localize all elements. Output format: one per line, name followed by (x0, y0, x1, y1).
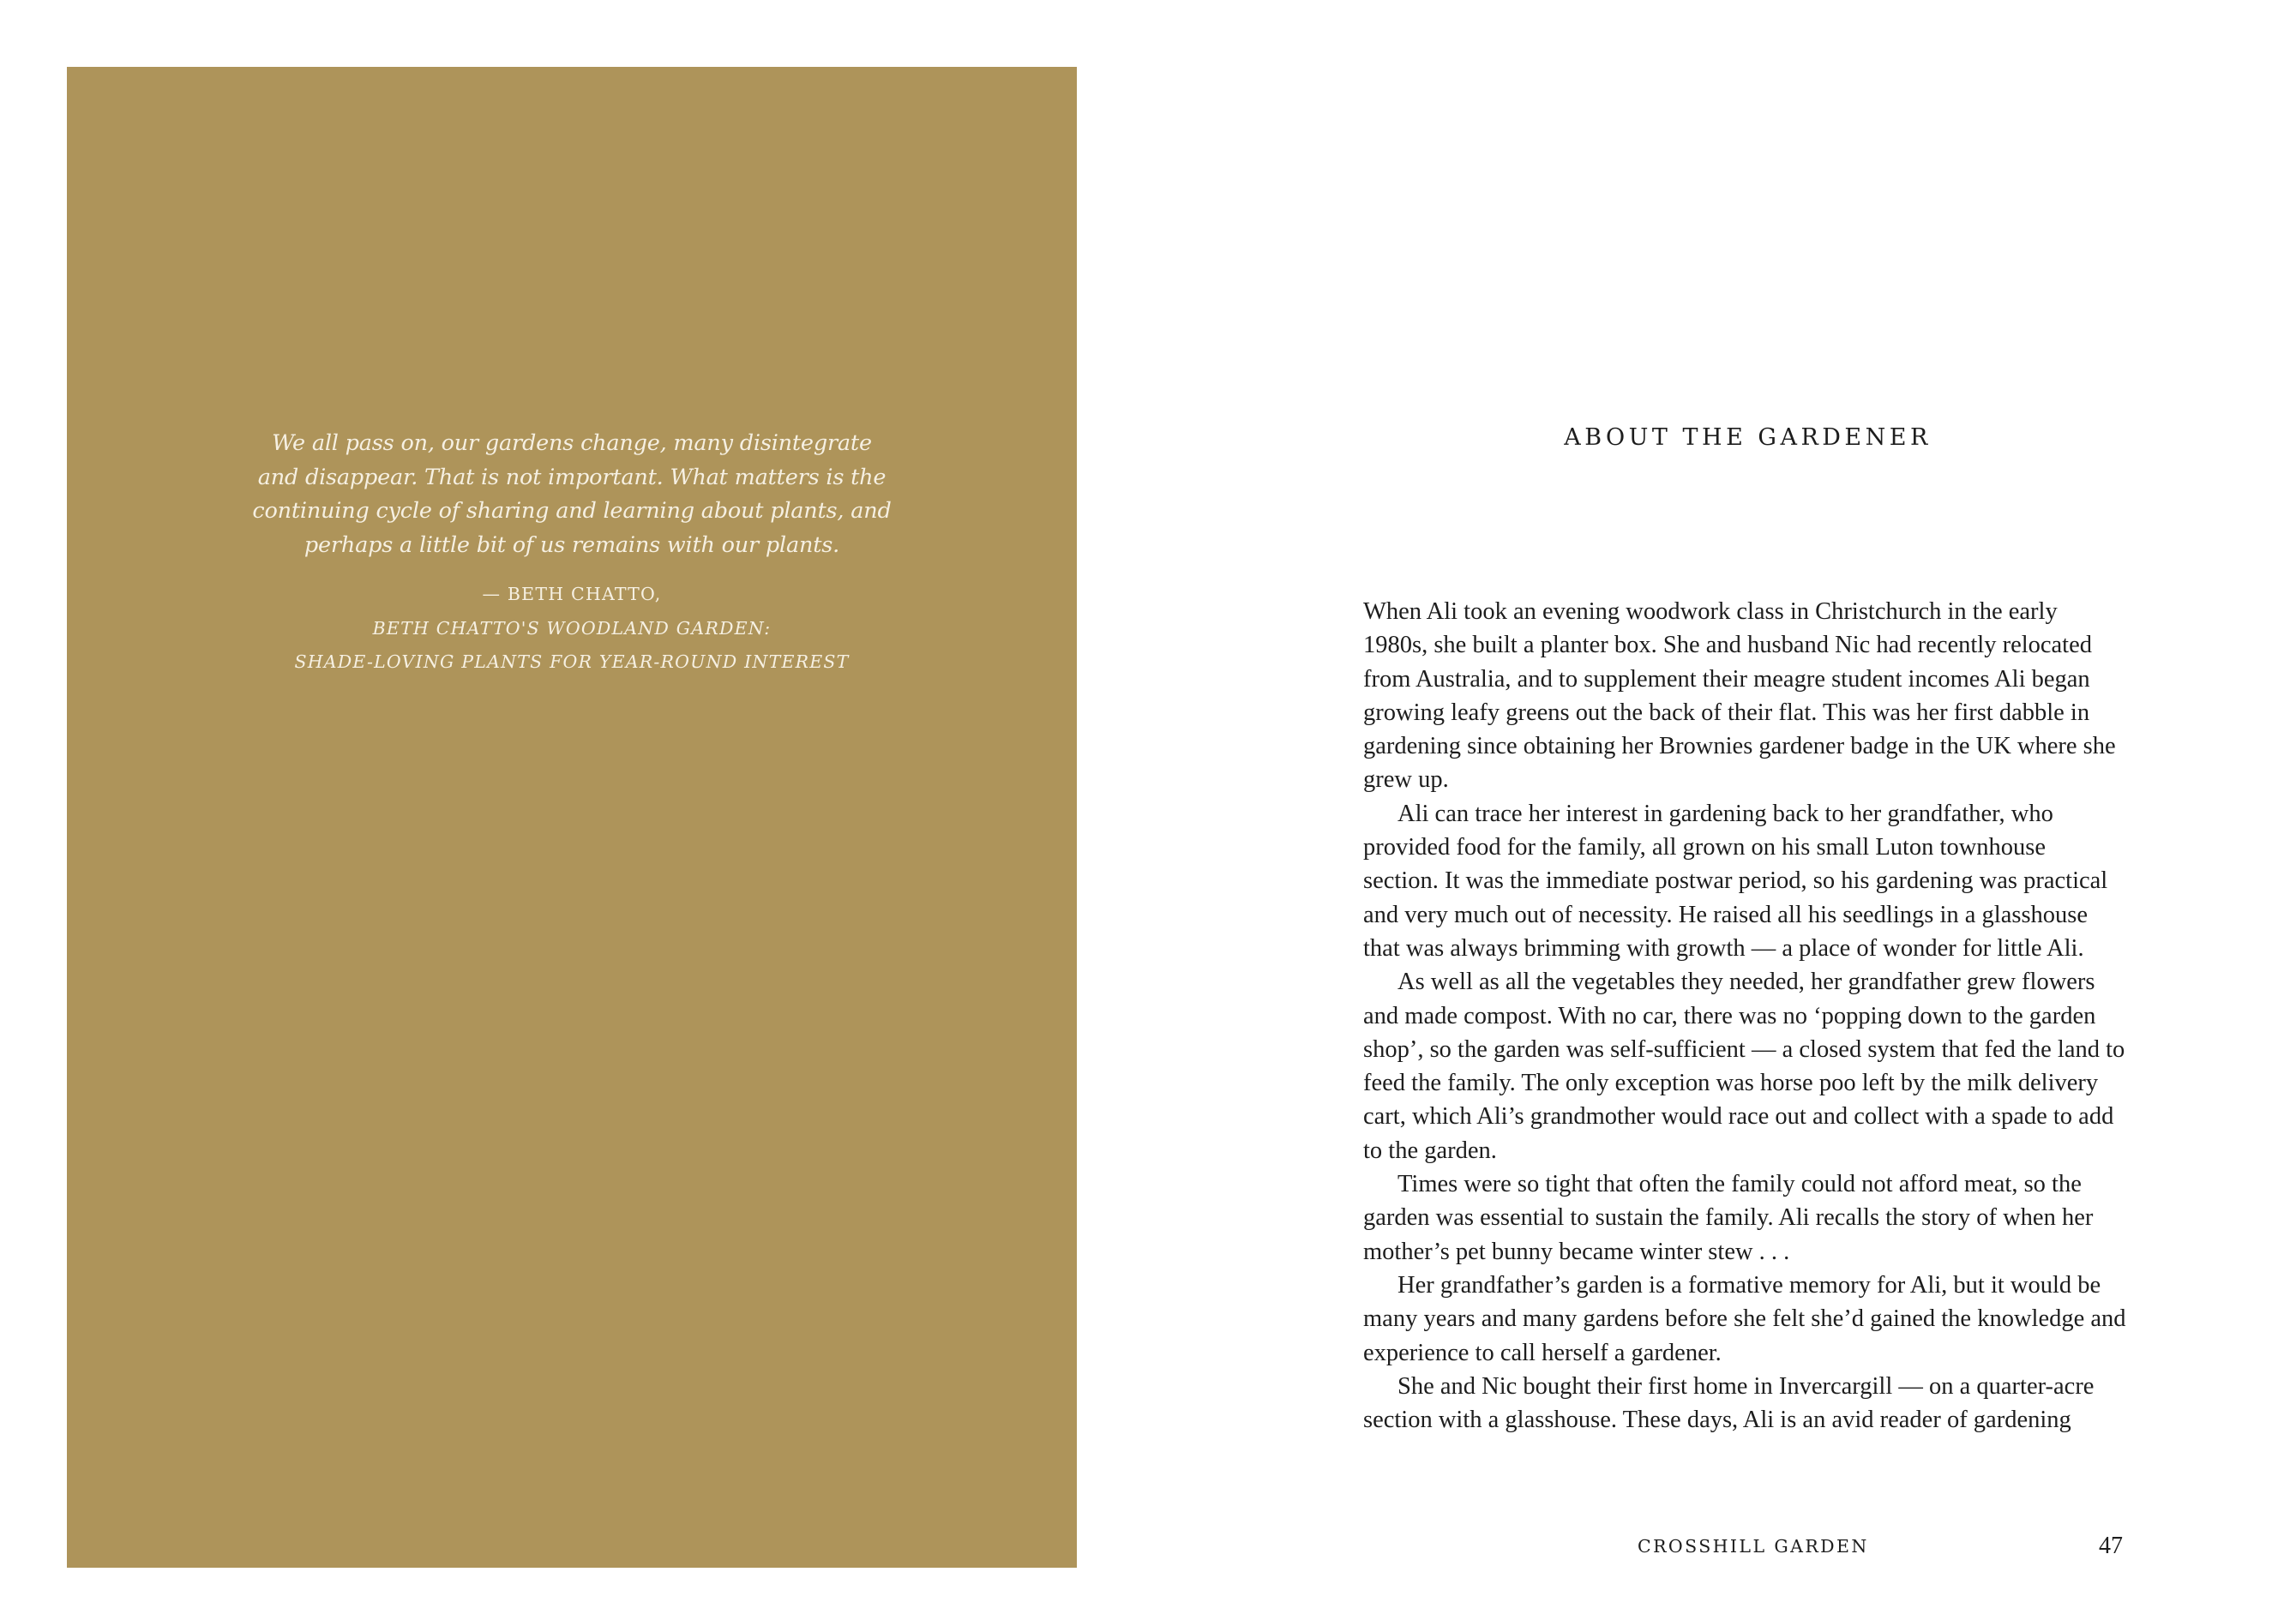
body-line: feed the family. The only exception was horse poo left by the milk delivery (1363, 1070, 2099, 1097)
body-line: and made compost. With no car, there was no ‘popping down to the garden (1363, 1002, 2096, 1029)
attribution-author: — BETH CHATTO, (482, 584, 662, 604)
running-footer: CROSSHILL GARDEN (1638, 1536, 1869, 1557)
body-line: from Australia, and to supplement their meagre student incomes Ali began (1363, 665, 2090, 693)
body-line: provided food for the family, all grown on his small Luton townhouse (1363, 834, 2047, 861)
body-line: experience to call herself a gardener. (1363, 1339, 1722, 1366)
attribution-work-title: BETH CHATTO'S WOODLAND GARDEN: (372, 617, 772, 639)
body-line: cart, which Ali’s grandmother would race out and collect with a spade to add (1363, 1103, 2114, 1131)
body-text (1363, 595, 2152, 1437)
epigraph-attribution (67, 578, 1077, 680)
body-line: 1980s, she built a planter box. She and husband Nic had recently relocated (1363, 632, 2093, 659)
body-line: mother’s pet bunny became winter stew . . . (1363, 1238, 1790, 1265)
epigraph-quote (246, 427, 898, 562)
body-line: She and Nic bought their first home in Invercargill — on a quarter-acre (1397, 1372, 2095, 1400)
body-line: shop’, so the garden was self-sufficient — a closed system that fed the land to (1363, 1035, 2125, 1063)
attribution-work-subtitle: SHADE-LOVING PLANTS FOR YEAR-ROUND INTEREST (294, 651, 850, 672)
body-line: Times were so tight that often the family could not afford meat, so the (1397, 1171, 2082, 1198)
body-line: Her grandfather’s garden is a formative memory for Ali, but it would be (1397, 1271, 2101, 1299)
body-line: and very much out of necessity. He raised all his seedlings in a glasshouse (1363, 901, 2089, 928)
body-line: to the garden. (1363, 1137, 1497, 1164)
section-heading: ABOUT THE GARDENER (1564, 424, 1932, 451)
epigraph (67, 427, 1077, 680)
body-line: Ali can trace her interest in gardening back to her grandfather, who (1397, 800, 2053, 827)
quote-panel (67, 67, 1077, 1568)
body-line: section. It was the immediate postwar period, so his gardening was practical (1363, 867, 2108, 895)
body-line: many years and many gardens before she felt she’d gained the knowledge and (1363, 1305, 2126, 1333)
page-number: 47 (2099, 1533, 2123, 1559)
attribution-line-1 (67, 578, 1077, 645)
body-line: that was always brimming with growth — a place of wonder for little Ali. (1363, 934, 2084, 962)
body-line: grew up. (1363, 766, 1449, 794)
body-line: When Ali took an evening woodwork class in Christchurch in the early (1363, 598, 2058, 625)
quote-line: and disappear. That is not important. What matters is the (257, 464, 887, 490)
body-line: gardening since obtaining her Brownies gardener badge in the UK where she (1363, 733, 2116, 760)
body-line: garden was essential to sustain the family. Ali recalls the story of when her (1363, 1204, 2094, 1232)
body-line: As well as all the vegetables they needed, her grandfather grew flowers (1397, 969, 2095, 996)
body-line: section with a glasshouse. These days, Ali is an avid reader of gardening (1363, 1407, 2071, 1434)
quote-line: perhaps a little bit of us remains with our plants. (304, 531, 840, 558)
quote-line: We all pass on, our gardens change, many disintegrate (272, 430, 872, 456)
body-line: growing leafy greens out the back of their flat. This was her first dabble in (1363, 699, 2090, 726)
quote-line: continuing cycle of sharing and learning about plants, and (252, 498, 892, 524)
